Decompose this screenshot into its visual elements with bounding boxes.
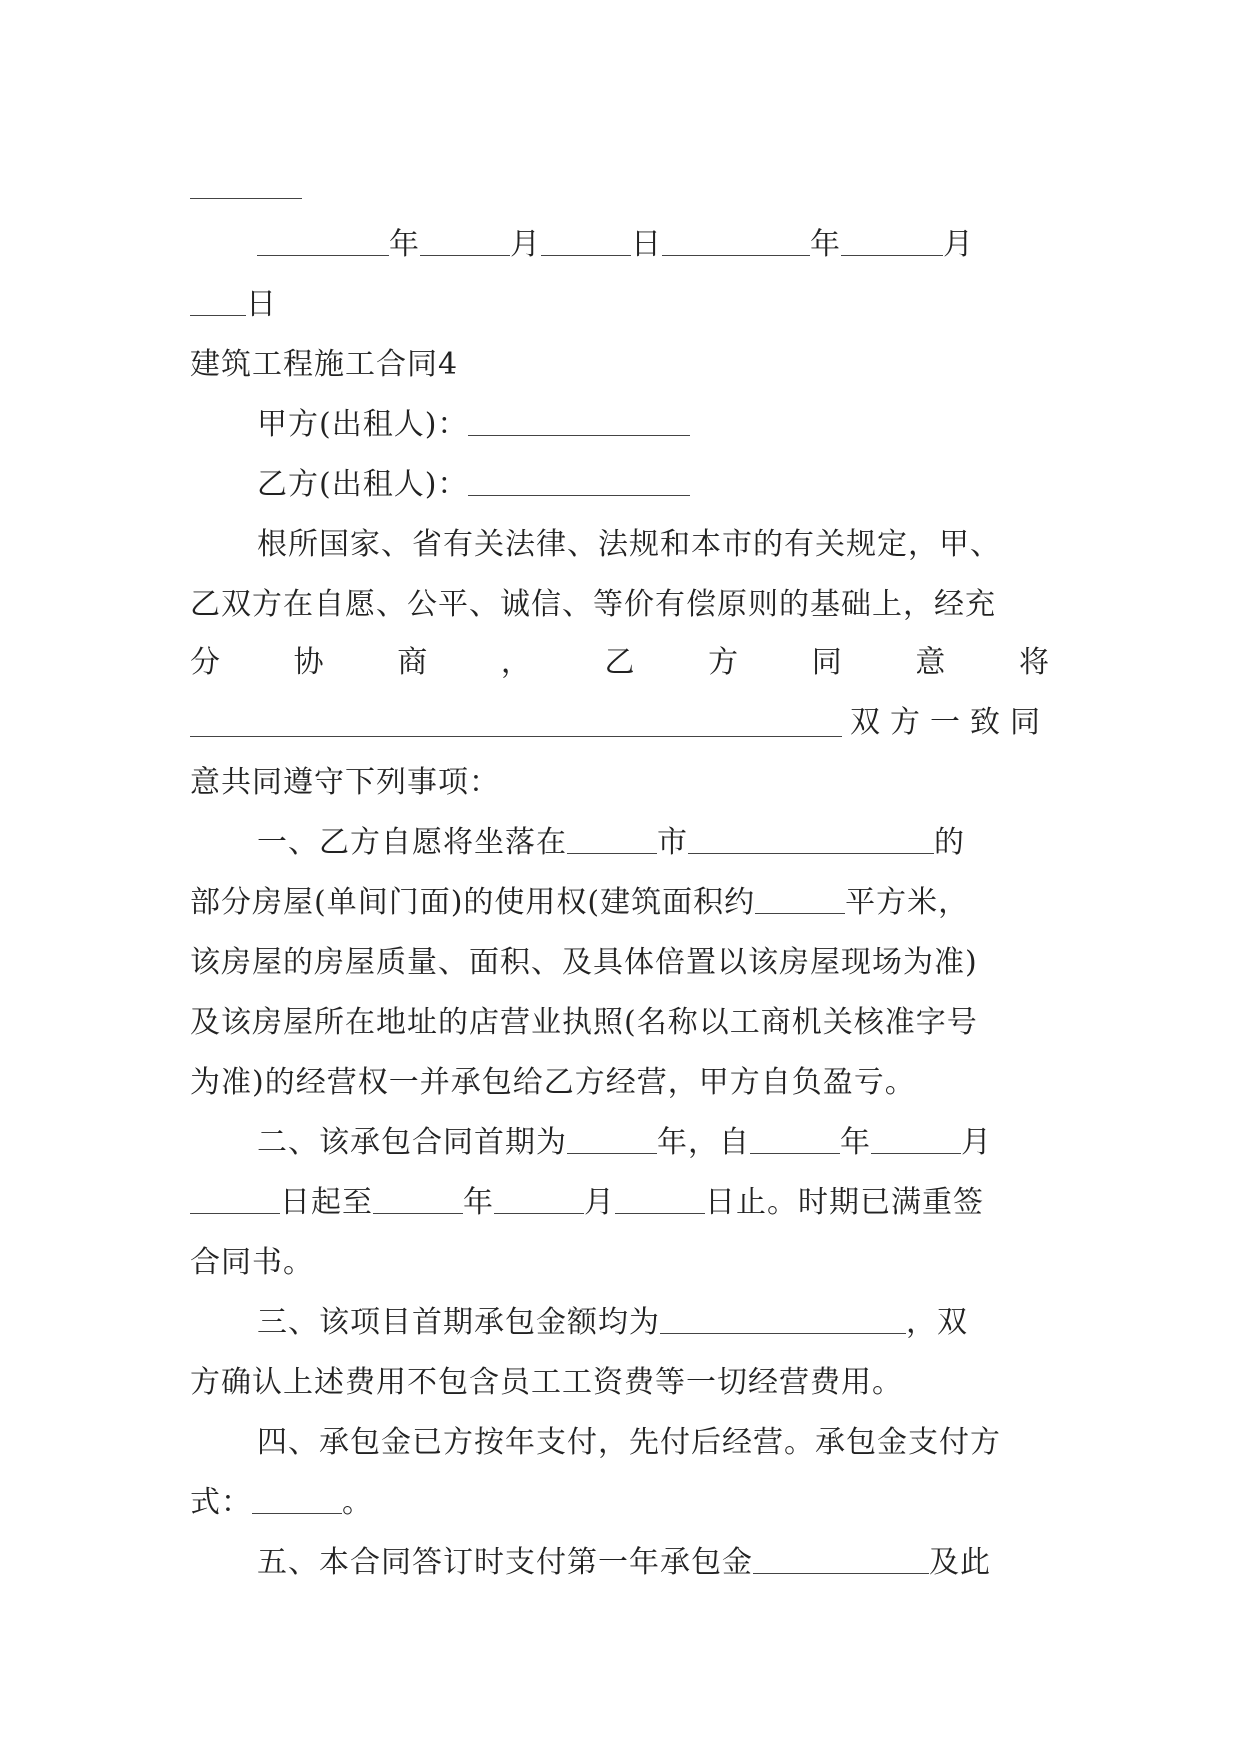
clause-3-line: 方确认上述费用不包含员工工资费等一切经营费用。 bbox=[190, 1365, 903, 1400]
party-b-line: 乙方(出租人)： bbox=[257, 465, 690, 505]
clause-4-line: 四、承包金已方按年支付，先付后经营。承包金支付方 bbox=[257, 1425, 1001, 1460]
intro-paragraph-line: 双方一致同 bbox=[190, 703, 1050, 743]
clause-1-line: 一、乙方自愿将坐落在 市 的 bbox=[257, 825, 965, 860]
intro-paragraph-justified-line: 分 协 商 ， 乙 方 同 意 将 bbox=[190, 645, 1050, 680]
date-line: 年 月 日 年 月 bbox=[257, 225, 974, 265]
date-line-cont: 日 bbox=[190, 285, 277, 325]
clause-1-line: 为准)的经营权一并承包给乙方经营，甲方自负盈亏。 bbox=[190, 1065, 916, 1100]
intro-paragraph-line: 根所国家、省有关法律、法规和本市的有关规定，甲、 bbox=[257, 527, 1001, 562]
clause-3-line: 三、该项目首期承包金额均为 ，双 bbox=[257, 1305, 968, 1340]
clause-5-line: 五、本合同答订时支付第一年承包金 及此 bbox=[257, 1545, 991, 1580]
blank-line bbox=[190, 198, 302, 199]
clause-2-line: 合同书。 bbox=[190, 1245, 314, 1280]
clause-1-line: 该房屋的房屋质量、面积、及具体倍置以该房屋现场为准) bbox=[190, 945, 978, 980]
clause-2-line: 日起至 年 月 日止。时期已满重签 bbox=[190, 1183, 984, 1223]
clause-2-line: 二、该承包合同首期为 年，自 年 月 bbox=[257, 1125, 992, 1160]
intro-paragraph-line: 乙双方在自愿、公平、诚信、等价有偿原则的基础上，经充 bbox=[190, 587, 996, 622]
document-title: 建筑工程施工合同4 bbox=[190, 347, 459, 382]
intro-paragraph-line: 意共同遵守下列事项： bbox=[190, 765, 500, 800]
clause-4-line: 式： 。 bbox=[190, 1485, 373, 1520]
clause-1-line: 及该房屋所在地址的店营业执照(名称以工商机关核准字号 bbox=[190, 1005, 978, 1040]
party-a-line: 甲方(出租人)： bbox=[257, 405, 690, 445]
clause-1-line: 部分房屋(单间门面)的使用权(建筑面积约 平方米， bbox=[190, 885, 970, 920]
